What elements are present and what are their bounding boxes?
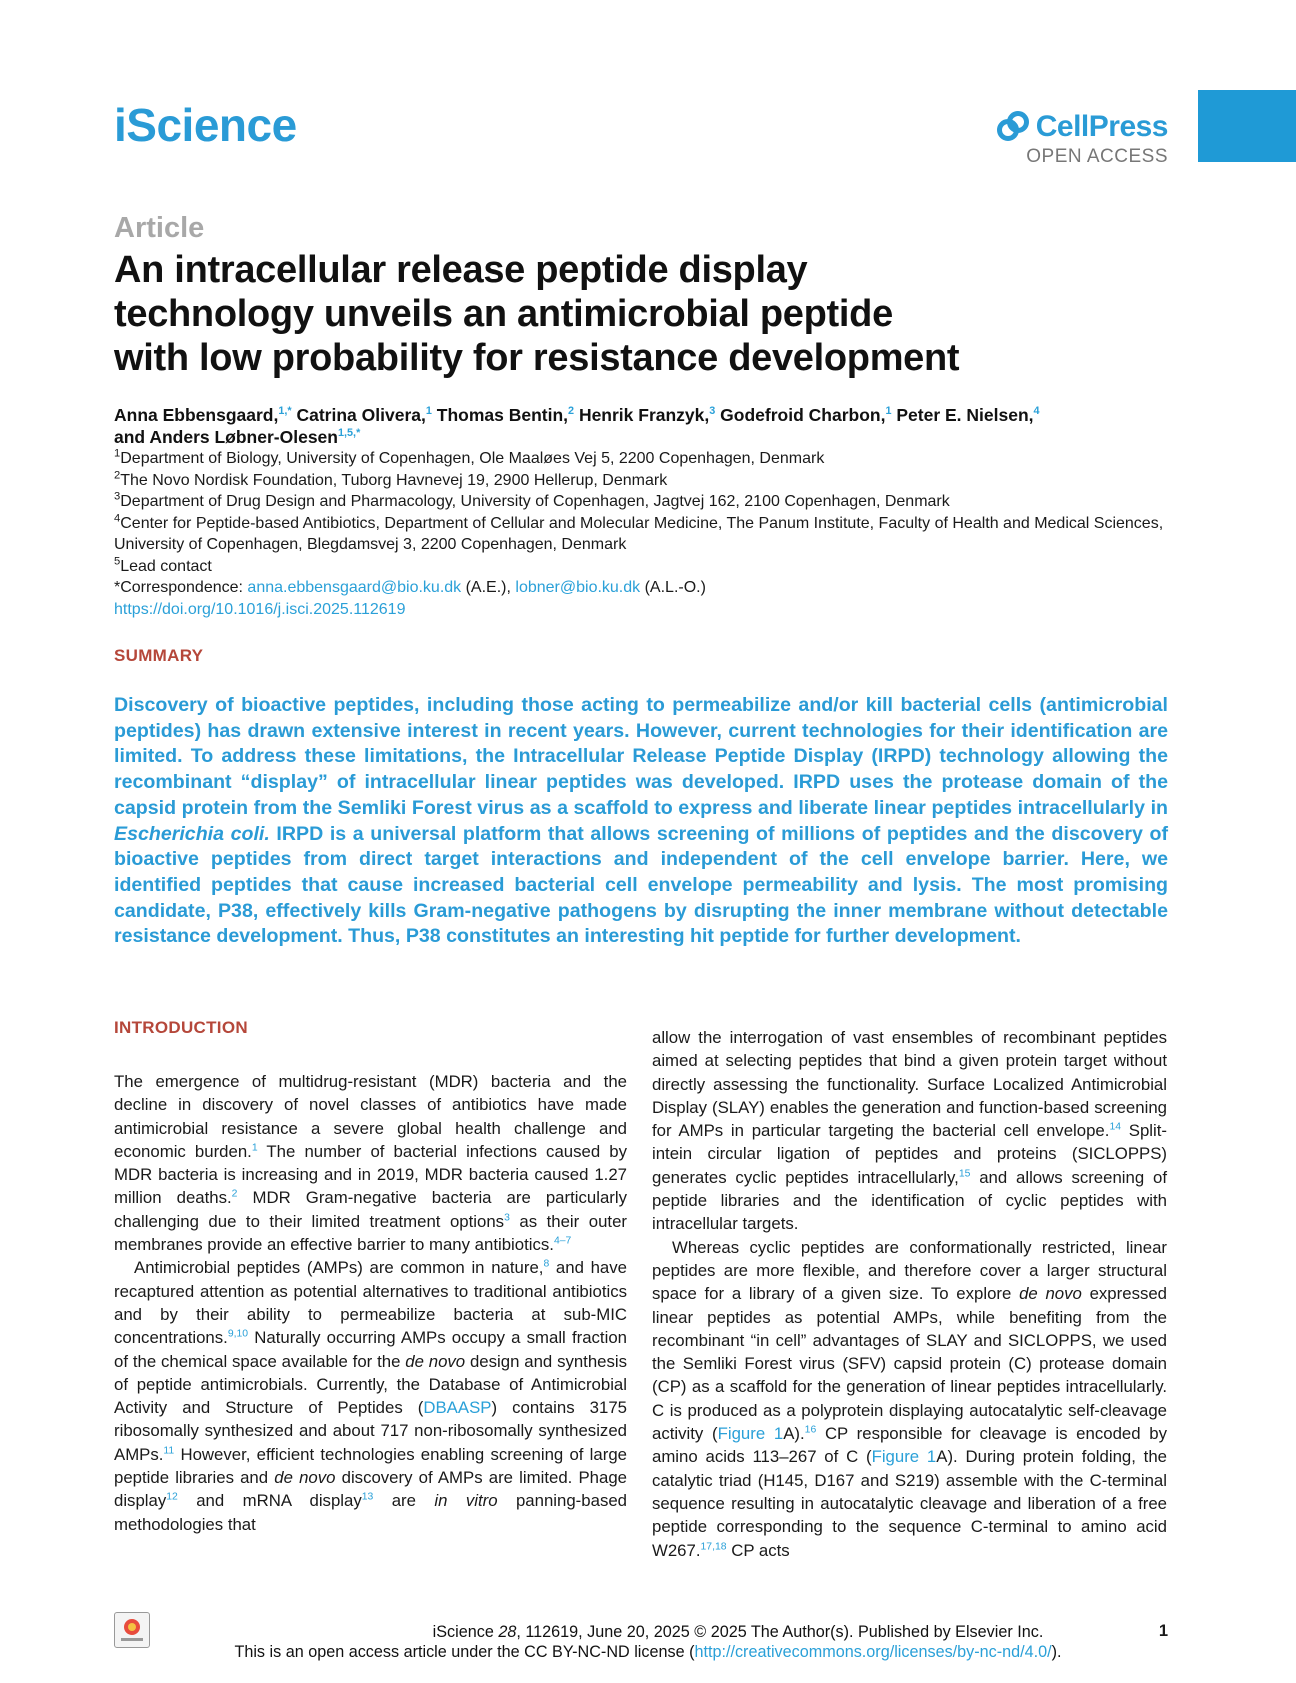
author: Anna Ebbensgaard,$^{1,*}$ <box>114 405 292 425</box>
publisher-name: CellPress <box>1035 110 1168 143</box>
affiliations <box>114 448 1176 620</box>
corner-tab <box>1198 90 1296 162</box>
summary-heading: SUMMARY <box>114 646 204 665</box>
affiliation: $^2$The Novo Nordisk Foundation, Tuborg Havnevej 19, 2900 Hellerup, Denmark <box>114 469 668 489</box>
affiliation: $^5$Lead contact <box>114 555 212 575</box>
affiliation: $^3$Department of Drug Design and Pharmacology, University of Copenhagen, Jagtvej 162, 2100 Copenhagen, Denmark <box>114 490 950 510</box>
license-line: This is an open access article under the CC BY-NC-ND license (http://creativecommons.org/licenses/by-nc-nd/4.0/). <box>234 1643 1062 1661</box>
paragraph: Whereas cyclic peptides are conformationally restricted, linear peptides are more flexible, and therefore cover a larger structural space for a library of a given size. To explore de novo expressed linear peptides as potential AMPs, while benefiting from the recombinant “in cell” advantages of SLAY and SICLOPPS, we used the Semliki Forest virus (SFV) capsid protein (C) protease domain (CP) as a scaffold for the generation of linear peptides intracellularly. C is produced as a polyprotein displaying autocatalytic self-cleavage activity (Figure 1A).$^{16}$ CP responsible for cleavage is encoded by amino acids 113–267 of C (Figure 1A). During protein folding, the catalytic triad (H145, D167 and S219) assemble with the C-terminal sequence resulting in autocatalytic cleavage and liberation of a free peptide corresponding to the sequence C-terminal to amino acid W267.$^{17,18}$ CP acts <box>652 1237 1168 1560</box>
correspondence: *Correspondence: anna.ebbensgaard@bio.ku.dk (A.E.), lobner@bio.ku.dk (A.L.-O.) <box>114 579 706 596</box>
dbaasp-link[interactable]: DBAASP <box>423 1398 492 1418</box>
publisher-logo <box>996 110 1168 168</box>
author: Henrik Franzyk,$^3$ <box>578 405 716 425</box>
body-column-left <box>114 1070 627 1536</box>
page-number: 1 <box>1158 1622 1168 1640</box>
cellpress-logo-icon <box>996 110 1030 144</box>
figure-link[interactable]: Figure 1 <box>717 1424 784 1444</box>
author-list <box>114 404 1176 448</box>
figure-link[interactable]: Figure 1 <box>871 1447 937 1467</box>
email-link[interactable]: lobner@bio.ku.dk <box>515 579 641 596</box>
paragraph: Antimicrobial peptides (AMPs) are common in nature,$^8$ and have recaptured attention as potential alternatives to traditional antibiotics and by their ability to permeabilize bacteria at sub-MIC concentrations.$^{9,10}$ Naturally occurring AMPs occupy a small fraction of the chemical space available for the de novo design and synthesis of peptide antimicrobials. Currently, the Database of Antimicrobial Activity and Structure of Peptides (DBAASP) contains 3175 ribosomally synthesized and about 717 non-ribosomally synthesized AMPs.$^{11}$ However, efficient technologies enabling screening of large peptide libraries and de novo discovery of AMPs are limited. Phage display$^{12}$ and mRNA display$^{13}$ are in vitro panning-based methodologies that <box>114 1258 628 1534</box>
affiliation: $^4$Center for Peptide-based Antibiotics, Department of Cellular and Molecular Medicine, The Panum Institute, Faculty of Health and Medical Sciences, University of Copenhagen, Blegdamsvej 3, 2200 Copenhagen, Denmark <box>114 512 1164 553</box>
author: Catrina Olivera,$^1$ <box>296 405 432 425</box>
email-link[interactable]: anna.ebbensgaard@bio.ku.dk <box>247 579 462 596</box>
title-line: with low probability for resistance development <box>114 337 960 379</box>
open-access-label: OPEN ACCESS <box>1026 146 1168 167</box>
affiliation: $^1$Department of Biology, University of Copenhagen, Ole Maaløes Vej 5, 2200 Copenhagen, Denmark <box>114 447 825 467</box>
introduction-heading: INTRODUCTION <box>114 1018 248 1037</box>
doi-link[interactable]: https://doi.org/10.1016/j.isci.2025.112619 <box>114 600 406 618</box>
page-footer <box>0 1622 1296 1662</box>
author: and Anders Løbner-Olesen$^{1,5,*}$ <box>114 427 361 447</box>
title-line: technology unveils an antimicrobial peptide <box>114 293 893 335</box>
author: Peter E. Nielsen,$^4$ <box>896 405 1040 425</box>
summary-text: Discovery of bioactive peptides, including those acting to permeabilize and/or kill bacterial cells (antimicrobial peptides) has drawn extensive interest in recent years. However, current technologies for their identification are limited. To address these limitations, the Intracellular Release Peptide Display (IRPD) technology allowing the recombinant “display” of intracellular linear peptides was developed. IRPD uses the protease domain of the capsid protein from the Semliki Forest virus as a scaffold to express and liberate linear peptides intracellularly in Escherichia coli. IRPD is a universal platform that allows screening of millions of peptides and the discovery of bioactive peptides from direct target interactions and independent of the cell envelope barrier. Here, we identified peptides that cause increased bacterial cell envelope permeability and lysis. The most promising candidate, P38, effectively kills Gram-negative pathogens by disrupting the inner membrane without detectable resistance development. Thus, P38 constitutes an interesting hit peptide for further development. <box>114 694 1168 948</box>
title-line: An intracellular release peptide display <box>114 249 808 291</box>
article-type: Article <box>114 212 205 244</box>
body-column-right <box>652 1026 1167 1562</box>
article-title <box>114 248 1114 380</box>
journal-logo: iScience <box>114 99 297 151</box>
author: Thomas Bentin,$^2$ <box>436 405 575 425</box>
author: Godefroid Charbon,$^1$ <box>720 405 892 425</box>
paragraph: The emergence of multidrug-resistant (MDR) bacteria and the decline in discovery of novel classes of antibiotics have made antimicrobial resistance a severe global health challenge and economic burden.$^1$ The number of bacterial infections caused by MDR bacteria is increasing and in 2019, MDR bacteria caused 1.27 million deaths.$^2$ MDR Gram-negative bacteria are particularly challenging due to their limited treatment options$^3$ as their outer membranes provide an effective barrier to many antibiotics.$^{4-7}$ <box>114 1072 627 1255</box>
license-link[interactable]: http://creativecommons.org/licenses/by-nc-nd/4.0/ <box>694 1643 1052 1661</box>
paragraph: allow the interrogation of vast ensembles of recombinant peptides aimed at selecting peptides that bind a given protein target without directly assessing the functionality. Surface Localized Antimicrobial Display (SLAY) enables the generation and function-based screening for AMPs in particular targeting the bacterial cell envelope.$^{14}$ Split-intein circular ligation of peptides and proteins (SICLOPPS) generates cyclic peptides intracellularly,$^{15}$ and allows screening of peptide libraries and the identification of cyclic peptides with intracellular targets. <box>652 1028 1167 1234</box>
citation-line: iScience 28, 112619, June 20, 2025 © 2025 The Author(s). Published by Elsevier Inc. <box>432 1623 1044 1641</box>
